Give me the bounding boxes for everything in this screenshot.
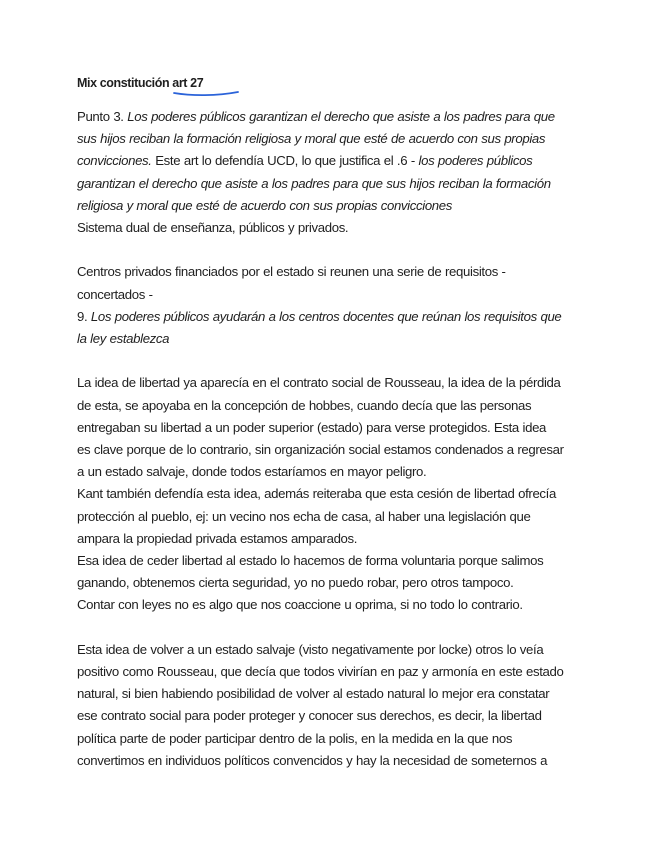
paragraph <box>77 639 582 772</box>
text-run: de esta, se apoyaba en la concepción de hobbes, cuando decía que las personas <box>77 397 532 413</box>
italic-run: garantizan el derecho que asiste a los padres para que sus hijos reciban la formación <box>77 175 551 191</box>
text-line <box>77 728 582 750</box>
text-run: ampara la propiedad privada estamos amparados. <box>77 530 358 546</box>
text-line <box>77 572 582 594</box>
text-run: protección al pueblo, ej: un vecino nos echa de casa, al haber una legislación que <box>77 508 531 524</box>
text-line <box>77 395 582 417</box>
italic-run: Los poderes públicos garantizan el derecho que asiste a los padres para que <box>127 109 555 124</box>
document-body <box>77 106 582 772</box>
paragraph <box>77 372 582 616</box>
text-run: Sistema dual de enseñanza, públicos y privados. <box>77 220 349 236</box>
italic-run: la ley establezca <box>77 331 170 347</box>
text-run: Este art lo defendía UCD, lo que justifica el .6 - <box>151 153 419 169</box>
text-line <box>77 106 582 128</box>
text-line <box>77 284 582 306</box>
text-line <box>77 683 582 705</box>
text-line <box>77 550 582 572</box>
italic-run: los poderes públicos <box>418 153 533 169</box>
text-run: natural, si bien habiendo posibilidad de volver al estado natural lo mejor era constatar <box>77 686 550 702</box>
title-underline-stroke <box>172 89 242 99</box>
text-line <box>77 261 582 283</box>
text-line <box>77 306 582 328</box>
text-run: Kant también defendía esta idea, además reiteraba que esta cesión de libertad ofrecía <box>77 486 556 502</box>
text-run: política parte de poder participar dentro de la polis, en la medida en la que nos <box>77 730 513 746</box>
page-title: Mix constitución art 27 <box>77 76 204 90</box>
text-line <box>77 594 582 616</box>
text-run: positivo como Rousseau, que decía que todos vivirían en paz y armonía en este estado <box>77 664 564 680</box>
text-line <box>77 506 582 528</box>
text-line <box>77 417 582 439</box>
text-run: ese contrato social para poder proteger y conocer sus derechos, es decir, la libertad <box>77 708 542 724</box>
paragraph-gap <box>77 239 582 261</box>
text-run: es clave porque de lo contrario, sin organización social estamos condenados a regresar <box>77 442 564 458</box>
text-run: Punto 3. <box>77 109 128 124</box>
text-line <box>77 372 582 394</box>
title-block <box>77 74 582 96</box>
text-run: a un estado salvaje, donde todos estaríamos en mayor peligro. <box>77 464 427 480</box>
text-line <box>77 217 582 239</box>
text-run: Centros privados financiados por el estado si reunen una serie de requisitos - <box>77 264 506 280</box>
italic-run: convicciones. <box>77 153 152 169</box>
text-run: 9. <box>77 308 91 324</box>
text-line <box>77 661 582 683</box>
text-line <box>77 328 582 350</box>
text-line <box>77 639 582 661</box>
text-line <box>77 705 582 727</box>
paragraph-gap <box>77 617 582 639</box>
text-run: entregaban su libertad a un poder superior (estado) para verse protegidos. Esta idea <box>77 419 547 435</box>
text-run: Esta idea de volver a un estado salvaje (visto negativamente por locke) otros lo veía <box>77 641 544 657</box>
text-line <box>77 439 582 461</box>
italic-run: sus hijos reciban la formación religiosa y moral que esté de acuerdo con sus propias <box>77 131 546 147</box>
italic-run: Los poderes públicos ayudarán a los centros docentes que reúnan los requisitos que <box>90 308 562 324</box>
italic-run: religiosa y moral que esté de acuerdo con sus propias convicciones <box>77 197 453 213</box>
text-run: convertimos en individuos políticos convencidos y hay la necesidad de someternos a <box>77 752 548 768</box>
paragraph <box>77 261 582 350</box>
text-run: Esa idea de ceder libertad al estado lo hacemos de forma voluntaria porque salimos <box>77 553 544 569</box>
text-run: concertados - <box>77 286 153 302</box>
paragraph-gap <box>77 350 582 372</box>
text-line <box>77 128 582 150</box>
text-line <box>77 173 582 195</box>
document-page <box>77 74 582 772</box>
text-line <box>77 461 582 483</box>
text-line <box>77 195 582 217</box>
text-line <box>77 150 582 172</box>
text-line <box>77 483 582 505</box>
text-line <box>77 750 582 772</box>
paragraph <box>77 106 582 239</box>
text-line <box>77 528 582 550</box>
text-run: La idea de libertad ya aparecía en el contrato social de Rousseau, la idea de la pérdida <box>77 375 561 391</box>
text-run: Contar con leyes no es algo que nos coaccione u oprima, si no todo lo contrario. <box>77 597 523 613</box>
text-run: ganando, obtenemos cierta seguridad, yo no puedo robar, pero otros tampoco. <box>77 575 514 591</box>
